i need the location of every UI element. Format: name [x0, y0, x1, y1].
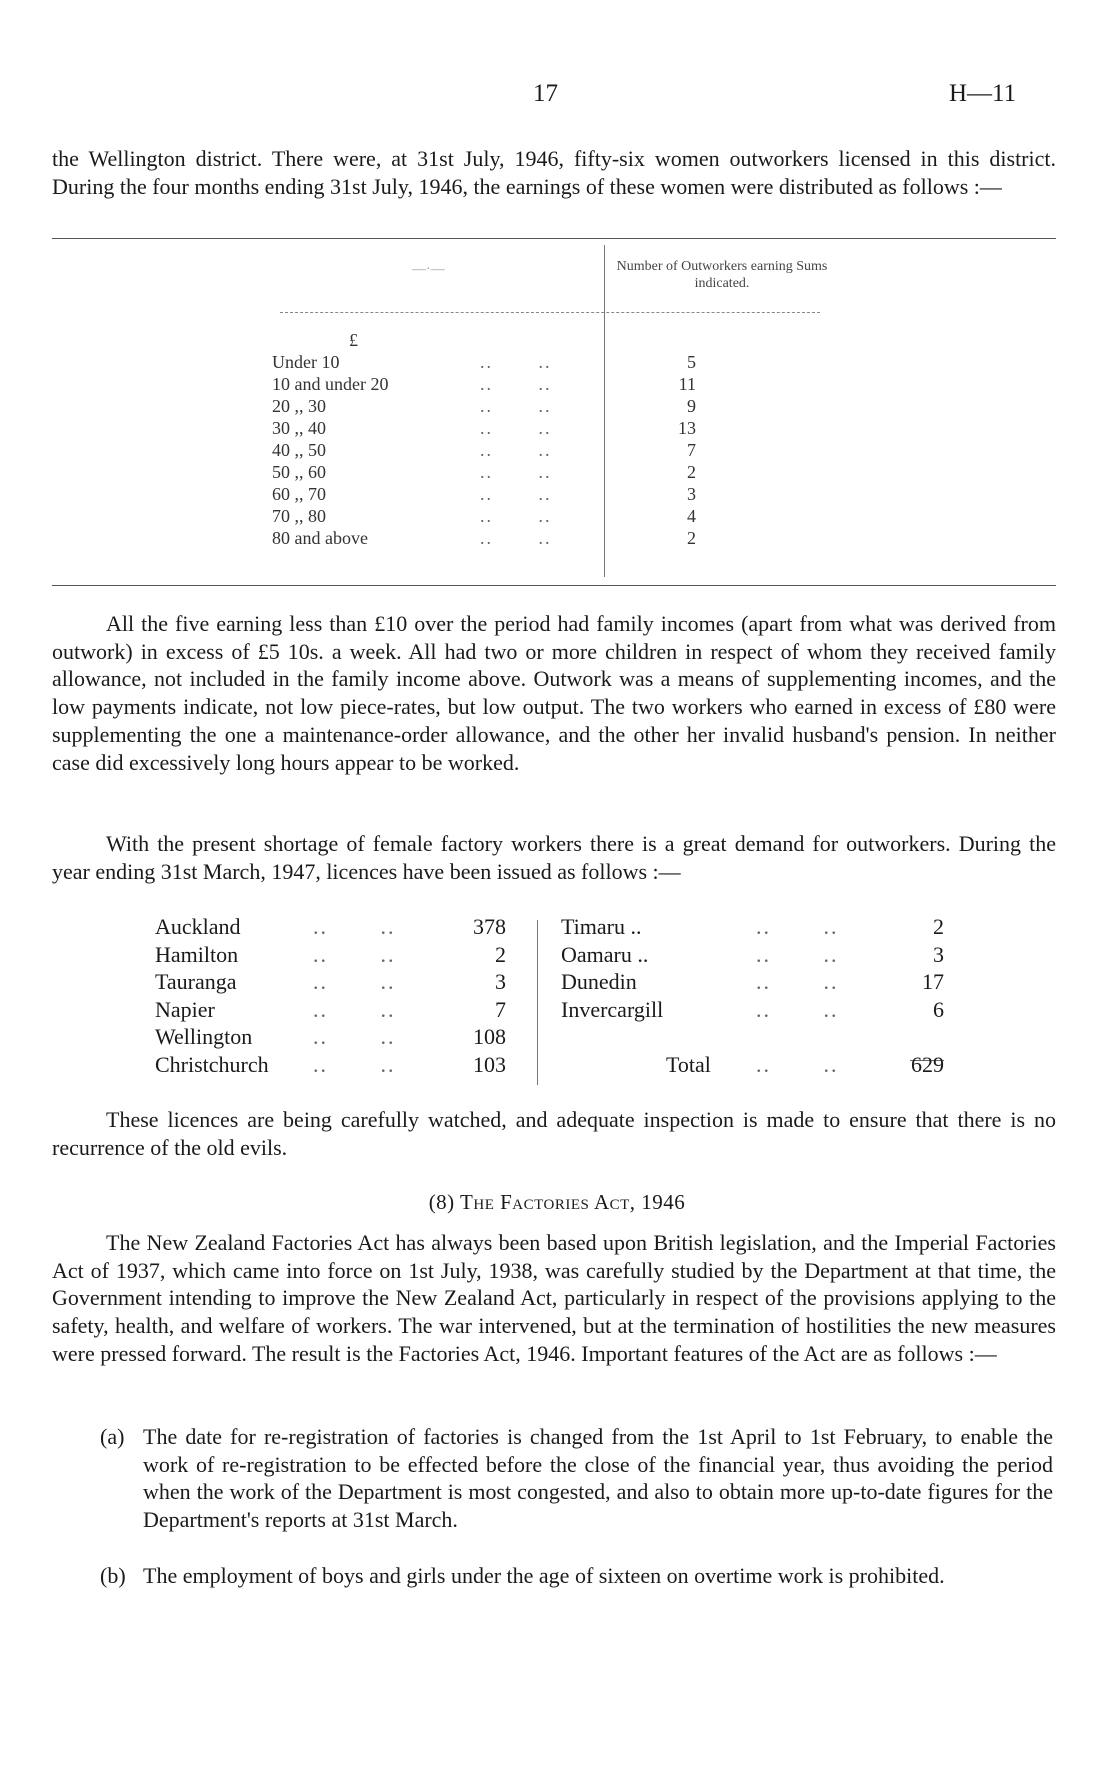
total-value: 629	[911, 1052, 944, 1077]
leader-dots: .. ..	[480, 462, 552, 482]
licence-place: Auckland	[155, 914, 241, 939]
paragraph-1: All the five earning less than £10 over the period had family incomes (apart from what was derived from outwork) in excess of £5 10s. a week. All had two or more children in respect of whom they received family allowance, not included in the family income above. Outwork was a means of supplementing incomes, and the low payments indicate, not low piece-rates, but low output. The two workers who earned in excess of £80 were supplementing the one a maintenance-order allowance, and the other her invalid husband's pension. In neither case did excessively long hours appear to be worked.	[52, 611, 1056, 775]
table-column-divider	[604, 245, 605, 577]
licence-count: 2	[495, 941, 506, 967]
earnings-count: 2	[687, 462, 696, 482]
licence-place: Invercargill	[561, 996, 664, 1022]
leader-dots: .. ..	[313, 1051, 396, 1077]
page-number: 17	[533, 80, 558, 107]
earnings-count: 4	[687, 506, 696, 526]
paragraph-4: The New Zealand Factories Act has always been based upon British legislation, and the Imperial Factories Act of 1937, which came into force on 1st July, 1938, was carefully studied by the Department at that time, the Government intending to improve the New Zealand Act, particularly in respect of the provisions applying to the safety, health, and welfare of workers. The war intervened, but at the termination of hostilities the new measures were pressed forward. The result is the Factories Act, 1946. Important features of the Act are as follows :—	[52, 1230, 1056, 1366]
earnings-range-label: 30 ,, 40	[272, 418, 326, 438]
leader-dots: .. ..	[480, 418, 552, 438]
licence-count: 17	[922, 969, 944, 994]
licence-count: 103	[473, 1051, 506, 1077]
licence-place: Timaru ..	[561, 914, 642, 939]
leader-dots: .. ..	[313, 914, 396, 939]
list-item-label: (b)	[100, 1563, 126, 1588]
empty-stub-header: —·—	[412, 262, 445, 277]
leader-dots: .. ..	[313, 996, 396, 1022]
licence-place: Tauranga	[155, 969, 237, 994]
licence-count: 378	[473, 914, 506, 939]
earnings-count: 3	[687, 484, 696, 504]
licence-place: Christchurch	[155, 1051, 269, 1077]
licence-count: 3	[495, 969, 506, 994]
list-item-text: The date for re-registration of factories is changed from the 1st April to 1st February, to enable the work of re-registration to be effected before the close of the financial year, thus avoiding the period when the work of the Department is most congested, and also to obtain more up-to-date figures for the Department's reports at 31st March.	[143, 1424, 1053, 1533]
table-top-rule	[52, 238, 1056, 239]
document-code: H—11	[949, 80, 1017, 107]
licence-place: Napier	[155, 996, 215, 1022]
earnings-count: 2	[687, 528, 696, 548]
licences-column-divider	[537, 920, 538, 1085]
total-label: Total	[666, 1052, 711, 1077]
total-leader-dots: .. ..	[756, 1052, 839, 1077]
licence-count: 7	[495, 996, 506, 1022]
earnings-range-label: 60 ,, 70	[272, 484, 326, 504]
earnings-count: 5	[687, 352, 696, 372]
earnings-range-label: Under 10	[272, 352, 340, 372]
intro-paragraph: the Wellington district. There were, at 31st July, 1946, fifty-six women outworkers licensed in this district. During the four months ending 31st July, 1946, the earnings of these women were distributed as follows :—	[52, 146, 1056, 199]
leader-dots: .. ..	[480, 374, 552, 394]
earnings-range-label: 50 ,, 60	[272, 462, 326, 482]
earnings-column-header: Number of Outworkers earning Sums indicated.	[616, 259, 828, 291]
leader-dots: .. ..	[313, 941, 396, 967]
licence-count: 2	[933, 914, 944, 939]
licence-count: 3	[933, 941, 944, 967]
leader-dots: .. ..	[480, 396, 552, 416]
paragraph-2: With the present shortage of female factory workers there is a great demand for outworkers. During the year ending 31st March, 1947, licences have been issued as follows :—	[52, 831, 1056, 884]
leader-dots: .. ..	[480, 440, 552, 460]
currency-symbol: £	[349, 330, 358, 350]
leader-dots: .. ..	[313, 1024, 396, 1049]
section-heading: (8) The Factories Act, 1946	[428, 1190, 686, 1214]
earnings-range-label: 20 ,, 30	[272, 396, 326, 416]
leader-dots: .. ..	[756, 969, 839, 994]
earnings-range-label: 10 and under 20	[272, 374, 389, 394]
list-item-text: The employment of boys and girls under the age of sixteen on overtime work is prohibited.	[143, 1563, 945, 1588]
licence-place: Dunedin	[561, 969, 637, 994]
leader-dots: .. ..	[480, 506, 552, 526]
licence-count: 6	[933, 996, 944, 1022]
earnings-count: 7	[687, 440, 696, 460]
earnings-count: 11	[678, 374, 696, 394]
leader-dots: .. ..	[480, 352, 552, 372]
licence-place: Wellington	[155, 1024, 253, 1049]
licence-count: 108	[473, 1024, 506, 1049]
earnings-count: 13	[678, 418, 696, 438]
table-header-rule	[280, 312, 820, 313]
leader-dots: .. ..	[480, 528, 552, 548]
earnings-range-label: 80 and above	[272, 528, 368, 548]
list-item-b	[100, 1562, 1055, 1590]
paragraph-3: These licences are being carefully watched, and adequate inspection is made to ensure that there is no recurrence of the old evils.	[52, 1107, 1056, 1160]
earnings-range-label: 70 ,, 80	[272, 506, 326, 526]
earnings-range-label: 40 ,, 50	[272, 440, 326, 460]
licence-place: Oamaru ..	[561, 941, 649, 967]
leader-dots: .. ..	[756, 914, 839, 939]
leader-dots: .. ..	[756, 996, 839, 1022]
list-item-label: (a)	[100, 1424, 125, 1449]
table-bottom-rule	[52, 585, 1056, 586]
leader-dots: .. ..	[480, 484, 552, 504]
licence-place: Hamilton	[155, 941, 239, 967]
list-item-a	[100, 1423, 1055, 1534]
leader-dots: .. ..	[313, 969, 396, 994]
leader-dots: .. ..	[756, 941, 839, 967]
earnings-count: 9	[687, 396, 696, 416]
